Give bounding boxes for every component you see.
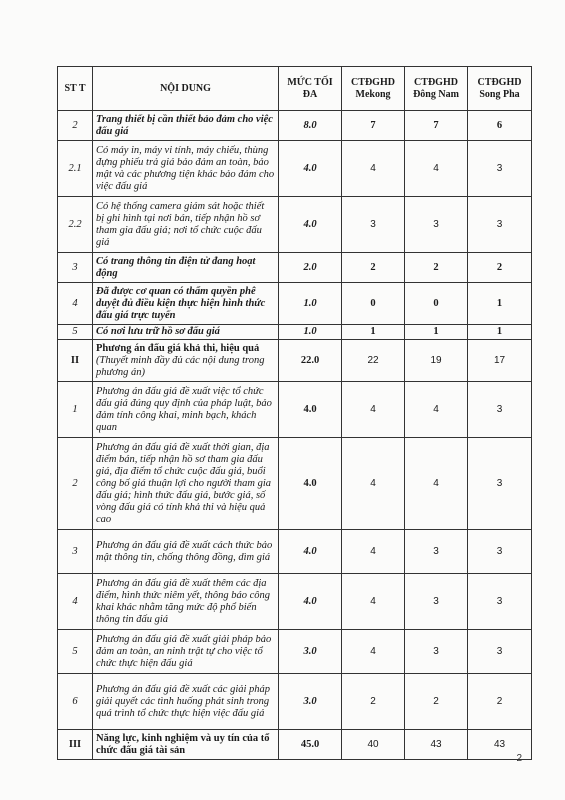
row-content-title: Phương án đấu giá khả thi, hiệu quả [96,342,260,354]
row-max: 8.0 [279,111,342,141]
row-content: Phương án đấu giá đề xuất việc tổ chức đấu giá đúng quy định của pháp luật, bảo đảm tính công khai, minh bạch, khách quan [93,382,279,438]
row-song-pha: 3 [468,197,532,253]
row-max: 1.0 [279,283,342,325]
row-dong-nam: 2 [405,253,468,283]
row-mekong: 22 [342,340,405,382]
row-content: Có hệ thống camera giám sát hoặc thiết bị ghi hình tại nơi bán, tiếp nhận hồ sơ tham gia đấu giá; nơi tổ chức cuộc đấu giá [93,197,279,253]
row-max: 4.0 [279,574,342,630]
row-dong-nam: 19 [405,340,468,382]
table-row [58,141,532,197]
table-header-row [58,67,532,111]
row-content: Phương án đấu giá đề xuất giải pháp bảo đảm an toàn, an ninh trật tự cho việc tổ chức thực hiện đấu giá [93,630,279,674]
row-content: Có máy in, máy vi tính, máy chiếu, thùng đựng phiếu trả giá bảo đảm an toàn, bảo mật và các phương tiện khác bảo đảm cho việc đấu giá [93,141,279,197]
row-dong-nam: 3 [405,197,468,253]
row-content: Phương án đấu giá đề xuất thêm các địa điểm, hình thức niêm yết, thông báo công khai khác nhằm tăng mức độ phổ biến thông tin đấu giá [93,574,279,630]
row-mekong: 4 [342,530,405,574]
table-row [58,382,532,438]
row-stt: 1 [58,382,93,438]
row-dong-nam: 1 [405,325,468,340]
row-mekong: 0 [342,283,405,325]
header-content: NỘI DUNG [93,67,279,111]
row-stt: III [58,730,93,760]
row-max: 2.0 [279,253,342,283]
table-row [58,197,532,253]
row-content: Có trang thông tin điện tử đang hoạt động [93,253,279,283]
row-dong-nam: 7 [405,111,468,141]
row-dong-nam: 0 [405,283,468,325]
row-stt: 3 [58,253,93,283]
row-max: 4.0 [279,530,342,574]
header-max: MỨC TỐI ĐA [279,67,342,111]
table-row [58,574,532,630]
row-max: 4.0 [279,141,342,197]
row-content: Đã được cơ quan có thẩm quyền phê duyệt đủ điều kiện thực hiện hình thức đấu giá trực tuyến [93,283,279,325]
table-row [58,340,532,382]
row-song-pha: 3 [468,438,532,530]
row-stt: 2 [58,438,93,530]
row-mekong: 40 [342,730,405,760]
row-max: 4.0 [279,197,342,253]
row-content: Phương án đấu giá đề xuất thời gian, địa điểm bán, tiếp nhận hồ sơ tham gia đấu giá, địa điểm tổ chức cuộc đấu giá, buổi công bố giá thuận lợi cho người tham gia đấu giá; hình thức đấu giá, bước giá, số vòng đấu giá có tính khả thi và hiệu quả cao [93,438,279,530]
table-row [58,674,532,730]
table-row [58,111,532,141]
row-max: 45.0 [279,730,342,760]
table-row [58,730,532,760]
page-number: 2 [516,753,522,764]
row-mekong: 1 [342,325,405,340]
row-max: 3.0 [279,630,342,674]
table-row [58,283,532,325]
score-table [57,66,532,760]
table-row [58,325,532,340]
row-mekong: 4 [342,141,405,197]
row-content-note: (Thuyết minh đầy đủ các nội dung trong phương án) [96,354,265,378]
row-stt: 5 [58,325,93,340]
row-song-pha: 3 [468,574,532,630]
row-content: Phương án đấu giá đề xuất cách thức bảo mật thông tin, chống thông đồng, dìm giá [93,530,279,574]
row-max: 4.0 [279,438,342,530]
row-song-pha: 3 [468,530,532,574]
row-dong-nam: 4 [405,438,468,530]
row-dong-nam: 2 [405,674,468,730]
row-max: 4.0 [279,382,342,438]
row-song-pha: 2 [468,253,532,283]
row-max: 22.0 [279,340,342,382]
row-content: Có nơi lưu trữ hồ sơ đấu giá [93,325,279,340]
row-stt: 4 [58,574,93,630]
row-dong-nam: 3 [405,574,468,630]
row-song-pha: 1 [468,325,532,340]
row-song-pha: 3 [468,141,532,197]
row-dong-nam: 3 [405,530,468,574]
header-song-pha: CTĐGHD Song Pha [468,67,532,111]
row-max: 3.0 [279,674,342,730]
row-stt: 2.2 [58,197,93,253]
row-mekong: 4 [342,382,405,438]
row-song-pha: 6 [468,111,532,141]
row-stt: II [58,340,93,382]
row-mekong: 4 [342,630,405,674]
row-dong-nam: 3 [405,630,468,674]
row-song-pha: 43 [468,730,532,760]
table-row [58,530,532,574]
row-dong-nam: 4 [405,382,468,438]
row-stt: 2.1 [58,141,93,197]
row-mekong: 3 [342,197,405,253]
row-mekong: 4 [342,574,405,630]
row-max: 1.0 [279,325,342,340]
header-mekong: CTĐGHD Mekong [342,67,405,111]
row-content: Phương án đấu giá đề xuất các giải pháp giải quyết các tình huống phát sinh trong quá trình tổ chức thực hiện việc đấu giá [93,674,279,730]
row-stt: 5 [58,630,93,674]
row-stt: 6 [58,674,93,730]
row-song-pha: 3 [468,382,532,438]
row-mekong: 2 [342,674,405,730]
header-dong-nam: CTĐGHD Đông Nam [405,67,468,111]
row-stt: 3 [58,530,93,574]
row-song-pha: 2 [468,674,532,730]
row-dong-nam: 43 [405,730,468,760]
row-mekong: 4 [342,438,405,530]
row-dong-nam: 4 [405,141,468,197]
row-stt: 4 [58,283,93,325]
row-content: Năng lực, kinh nghiệm và uy tín của tổ chức đấu giá tài sản [93,730,279,760]
row-mekong: 7 [342,111,405,141]
header-stt: ST T [58,67,93,111]
row-song-pha: 1 [468,283,532,325]
row-song-pha: 17 [468,340,532,382]
table-row [58,253,532,283]
row-stt: 2 [58,111,93,141]
table-row [58,630,532,674]
row-content: Trang thiết bị cần thiết bảo đảm cho việc đấu giá [93,111,279,141]
table-row [58,438,532,530]
row-song-pha: 3 [468,630,532,674]
row-content [93,340,279,382]
row-mekong: 2 [342,253,405,283]
